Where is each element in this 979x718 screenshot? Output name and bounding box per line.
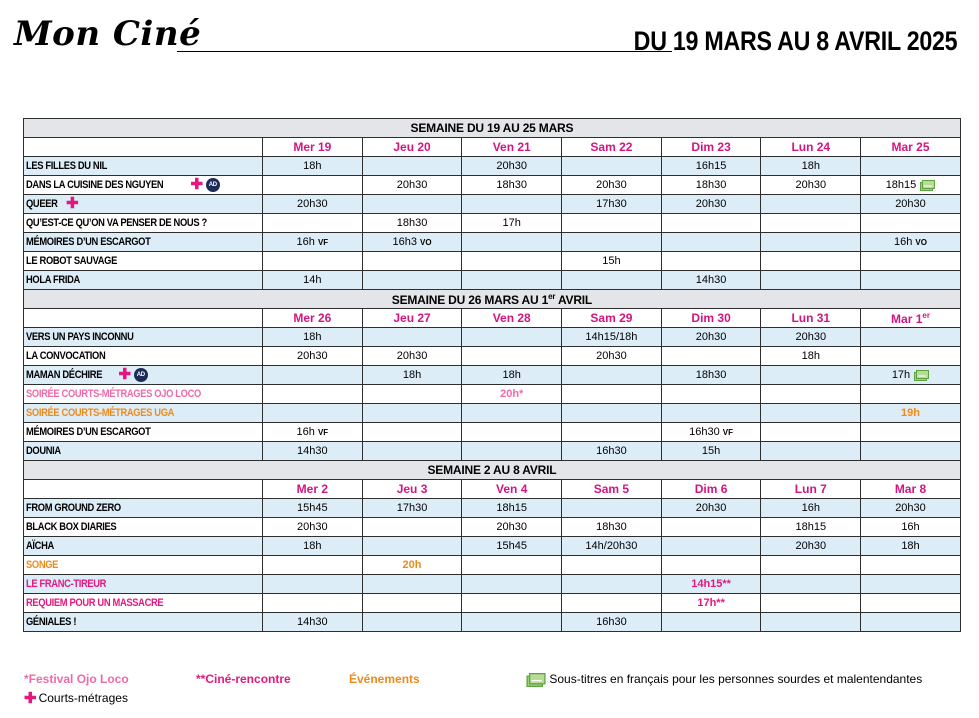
showtime (661, 556, 761, 575)
day-header: Lun 7 (761, 480, 861, 499)
showtime (362, 404, 462, 423)
film-title: FROM GROUND ZERO (24, 499, 263, 518)
film-row (24, 271, 961, 290)
showtime: 18h (761, 157, 861, 176)
showtime: 20h30 (861, 499, 961, 518)
film-title: QUEER ✚ (24, 195, 263, 214)
showtime: 15h45 (462, 537, 562, 556)
showtime: 17h (462, 214, 562, 233)
showtime: 20h30 (761, 176, 861, 195)
showtime (362, 328, 462, 347)
showtime: 14h30 (263, 442, 363, 461)
showtime (861, 613, 961, 632)
showtime: 14h15** (661, 575, 761, 594)
showtime: 16h (296, 236, 315, 248)
day-header: Mer 19 (263, 138, 363, 157)
showtime: 14h30 (661, 271, 761, 290)
film-row (24, 385, 961, 404)
film-title: SOIRÉE COURTS-MÉTRAGES UGA (24, 404, 263, 423)
week-header (24, 290, 961, 309)
showtime (562, 366, 662, 385)
film-row (24, 328, 961, 347)
showtime-cell (861, 366, 961, 385)
day-header-row (24, 138, 961, 157)
showtime (861, 556, 961, 575)
showtime: 20h30 (761, 328, 861, 347)
showtime (861, 157, 961, 176)
showtime: 15h (562, 252, 662, 271)
version-tag: VF (317, 238, 329, 247)
day-header-blank (24, 480, 263, 499)
showtime (761, 385, 861, 404)
showtime (462, 233, 562, 252)
showtime (761, 442, 861, 461)
showtime (263, 404, 363, 423)
film-row (24, 366, 961, 385)
day-header-blank (24, 138, 263, 157)
day-header: Sam 22 (562, 138, 662, 157)
version-tag: VO (915, 238, 927, 247)
day-header: Lun 31 (761, 309, 861, 328)
showtime: 16h30 (562, 613, 662, 632)
legend-cine-rencontre: **Ciné-rencontre (196, 672, 291, 686)
showtime (362, 271, 462, 290)
cross-icon: ✚ (66, 195, 79, 213)
film-title: AÏCHA (24, 537, 263, 556)
subtitles-icon (920, 180, 935, 191)
showtime (462, 195, 562, 214)
showtime: 15h45 (263, 499, 363, 518)
showtime (462, 613, 562, 632)
showtime (761, 575, 861, 594)
showtime: 20h30 (362, 176, 462, 195)
showtime (562, 404, 662, 423)
showtime (362, 537, 462, 556)
showtime: 18h30 (462, 176, 562, 195)
day-header: Sam 29 (562, 309, 662, 328)
showtime: 16h (761, 499, 861, 518)
version-tag: VF (317, 428, 329, 437)
week-title: SEMAINE DU 26 MARS AU 1er AVRIL (24, 290, 961, 309)
cross-icon: ✚ (190, 176, 203, 193)
film-row (24, 195, 961, 214)
header-rule (177, 51, 672, 52)
showtime (661, 537, 761, 556)
film-row (24, 233, 961, 252)
showtime: 17h (891, 369, 911, 381)
showtime-cell (661, 423, 761, 442)
showtime-cell (362, 233, 462, 252)
showtime (263, 385, 363, 404)
showtime (661, 347, 761, 366)
showtime (661, 613, 761, 632)
film-row (24, 613, 961, 632)
showtime (263, 594, 363, 613)
showtime (562, 594, 662, 613)
version-tag: VF (722, 428, 734, 437)
film-row (24, 537, 961, 556)
showtime: 16h (296, 426, 315, 438)
schedule-table (23, 118, 961, 632)
showtime (462, 575, 562, 594)
showtime: 18h15 (761, 518, 861, 537)
showtime (562, 233, 662, 252)
day-header: Dim 30 (661, 309, 761, 328)
showtime: 18h (263, 537, 363, 556)
showtime (562, 556, 662, 575)
day-header: Dim 6 (661, 480, 761, 499)
showtime: 20h30 (362, 347, 462, 366)
showtime-cell (861, 233, 961, 252)
showtime: 18h30 (562, 518, 662, 537)
audio-description-icon: AD (206, 178, 220, 192)
showtime (861, 575, 961, 594)
showtime: 18h30 (661, 366, 761, 385)
showtime: 20h30 (562, 176, 662, 195)
showtime (761, 366, 861, 385)
showtime (263, 252, 363, 271)
showtime: 20h30 (263, 195, 363, 214)
showtime (462, 252, 562, 271)
day-header-row (24, 480, 961, 499)
showtime (661, 252, 761, 271)
day-header: Jeu 3 (362, 480, 462, 499)
legend-evenements: Événements (349, 672, 420, 686)
showtime (761, 271, 861, 290)
showtime: 15h (661, 442, 761, 461)
legend-subtitles (526, 672, 922, 687)
film-row (24, 442, 961, 461)
showtime: 20h (362, 556, 462, 575)
showtime (562, 214, 662, 233)
version-tag: VO (420, 238, 432, 247)
film-title: SOIRÉE COURTS-MÉTRAGES OJO LOCO (24, 385, 263, 404)
day-header: Dim 23 (661, 138, 761, 157)
showtime: 20h30 (661, 499, 761, 518)
film-row (24, 518, 961, 537)
showtime (562, 385, 662, 404)
film-row (24, 214, 961, 233)
showtime: 20h30 (861, 195, 961, 214)
film-title: QU’EST-CE QU’ON VA PENSER DE NOUS ? (24, 214, 263, 233)
showtime: 18h (263, 328, 363, 347)
showtime (362, 613, 462, 632)
showtime: 16h30 (562, 442, 662, 461)
showtime (861, 328, 961, 347)
audio-description-icon: AD (134, 368, 148, 382)
showtime: 14h (263, 271, 363, 290)
week-header (24, 461, 961, 480)
showtime (661, 518, 761, 537)
day-header-row (24, 309, 961, 328)
film-title: HOLA FRIDA (24, 271, 263, 290)
showtime (263, 575, 363, 594)
showtime: 20h30 (562, 347, 662, 366)
showtime: 18h (362, 366, 462, 385)
showtime (761, 252, 861, 271)
showtime (861, 347, 961, 366)
showtime (362, 385, 462, 404)
film-title: VERS UN PAYS INCONNU (24, 328, 263, 347)
showtime: 17h30 (562, 195, 662, 214)
showtime: 18h (861, 537, 961, 556)
showtime: 18h30 (362, 214, 462, 233)
legend-subtitles-label: Sous-titres en français pour les personnes sourdes et malentendantes (549, 672, 923, 686)
showtime (861, 423, 961, 442)
showtime (362, 518, 462, 537)
subtitles-icon (526, 673, 546, 687)
showtime (362, 195, 462, 214)
day-header: Ven 21 (462, 138, 562, 157)
showtime (861, 214, 961, 233)
day-header: Ven 28 (462, 309, 562, 328)
showtime: 18h (263, 157, 363, 176)
day-header: Ven 4 (462, 480, 562, 499)
film-row (24, 252, 961, 271)
showtime: 18h15 (462, 499, 562, 518)
cross-icon: ✚ (118, 366, 131, 383)
showtime: 18h (761, 347, 861, 366)
showtime: 16h15 (661, 157, 761, 176)
showtime (462, 556, 562, 575)
showtime (263, 366, 363, 385)
showtime (562, 499, 662, 518)
showtime (562, 575, 662, 594)
showtime (761, 423, 861, 442)
showtime: 20h30 (462, 157, 562, 176)
showtime (761, 613, 861, 632)
showtime (462, 404, 562, 423)
showtime: 20h30 (263, 347, 363, 366)
film-row (24, 575, 961, 594)
showtime (861, 442, 961, 461)
film-row (24, 347, 961, 366)
showtime-cell (263, 423, 363, 442)
film-title: SONGE (24, 556, 263, 575)
showtime (362, 594, 462, 613)
showtime (462, 271, 562, 290)
day-header: Mar 8 (861, 480, 961, 499)
showtime (562, 423, 662, 442)
film-title: REQUIEM POUR UN MASSACRE (24, 594, 263, 613)
showtime: 17h** (661, 594, 761, 613)
week-title: SEMAINE 2 AU 8 AVRIL (24, 461, 961, 480)
showtime: 17h30 (362, 499, 462, 518)
showtime: 16h (861, 518, 961, 537)
showtime: 14h15/18h (562, 328, 662, 347)
day-header-blank (24, 309, 263, 328)
showtime (761, 404, 861, 423)
showtime-cell (263, 233, 363, 252)
legend-courts (24, 691, 128, 705)
showtime (462, 442, 562, 461)
week-title: SEMAINE DU 19 AU 25 MARS (24, 119, 961, 138)
showtime: 20h30 (661, 328, 761, 347)
day-header: Mar 1er (861, 309, 961, 328)
film-row (24, 499, 961, 518)
showtime (562, 271, 662, 290)
film-title: MÉMOIRES D’UN ESCARGOT (24, 423, 263, 442)
film-title: BLACK BOX DIARIES (24, 518, 263, 537)
showtime: 18h (462, 366, 562, 385)
cross-icon: ✚ (24, 689, 37, 707)
showtime (861, 385, 961, 404)
film-title: GÉNIALES ! (24, 613, 263, 632)
showtime (661, 214, 761, 233)
date-range-title: DU 19 MARS AU 8 AVRIL 2025 (633, 26, 957, 56)
showtime: 18h15 (885, 179, 917, 191)
showtime: 16h (894, 236, 913, 248)
showtime: 20h30 (263, 518, 363, 537)
day-header: Lun 24 (761, 138, 861, 157)
showtime: 20h30 (761, 537, 861, 556)
showtime (362, 442, 462, 461)
showtime (362, 575, 462, 594)
film-title: LE FRANC-TIREUR (24, 575, 263, 594)
showtime (761, 195, 861, 214)
film-title: DANS LA CUISINE DES NGUYEN ✚ AD (24, 176, 263, 195)
showtime (661, 233, 761, 252)
showtime: 16h30 (689, 426, 720, 438)
showtime: 14h/20h30 (562, 537, 662, 556)
day-header: Sam 5 (562, 480, 662, 499)
showtime: 20h30 (661, 195, 761, 214)
film-row (24, 176, 961, 195)
showtime (462, 347, 562, 366)
film-title: LE ROBOT SAUVAGE (24, 252, 263, 271)
day-header: Mar 25 (861, 138, 961, 157)
legend-ojo-loco: *Festival Ojo Loco (24, 672, 129, 686)
legend-courts-label: Courts-métrages (38, 691, 128, 705)
day-header: Mer 26 (263, 309, 363, 328)
day-header: Jeu 20 (362, 138, 462, 157)
showtime: 20h* (462, 385, 562, 404)
showtime: 16h3 (392, 236, 417, 248)
showtime (661, 404, 761, 423)
week-header (24, 119, 961, 138)
showtime (562, 157, 662, 176)
showtime: 14h30 (263, 613, 363, 632)
film-row (24, 404, 961, 423)
showtime (861, 594, 961, 613)
showtime (263, 556, 363, 575)
showtime (462, 328, 562, 347)
showtime (263, 176, 363, 195)
film-row (24, 423, 961, 442)
showtime-cell (861, 176, 961, 195)
showtime (661, 385, 761, 404)
showtime (362, 252, 462, 271)
showtime: 19h (861, 404, 961, 423)
film-title: MAMAN DÉCHIRE ✚ AD (24, 366, 263, 385)
showtime (761, 556, 861, 575)
showtime (362, 423, 462, 442)
film-row (24, 594, 961, 613)
film-title: DOUNIA (24, 442, 263, 461)
showtime (462, 594, 562, 613)
showtime: 20h30 (462, 518, 562, 537)
film-title: LA CONVOCATION (24, 347, 263, 366)
subtitles-icon (914, 370, 929, 381)
showtime (761, 214, 861, 233)
day-header: Mer 2 (263, 480, 363, 499)
day-header: Jeu 27 (362, 309, 462, 328)
film-row (24, 157, 961, 176)
film-row (24, 556, 961, 575)
showtime (761, 594, 861, 613)
showtime (263, 214, 363, 233)
showtime (462, 423, 562, 442)
showtime (362, 157, 462, 176)
brand-logo: Mon Ciné (14, 14, 202, 54)
showtime (861, 252, 961, 271)
showtime: 18h30 (661, 176, 761, 195)
film-title: MÉMOIRES D’UN ESCARGOT (24, 233, 263, 252)
showtime (761, 233, 861, 252)
showtime (861, 271, 961, 290)
film-title: LES FILLES DU NIL (24, 157, 263, 176)
